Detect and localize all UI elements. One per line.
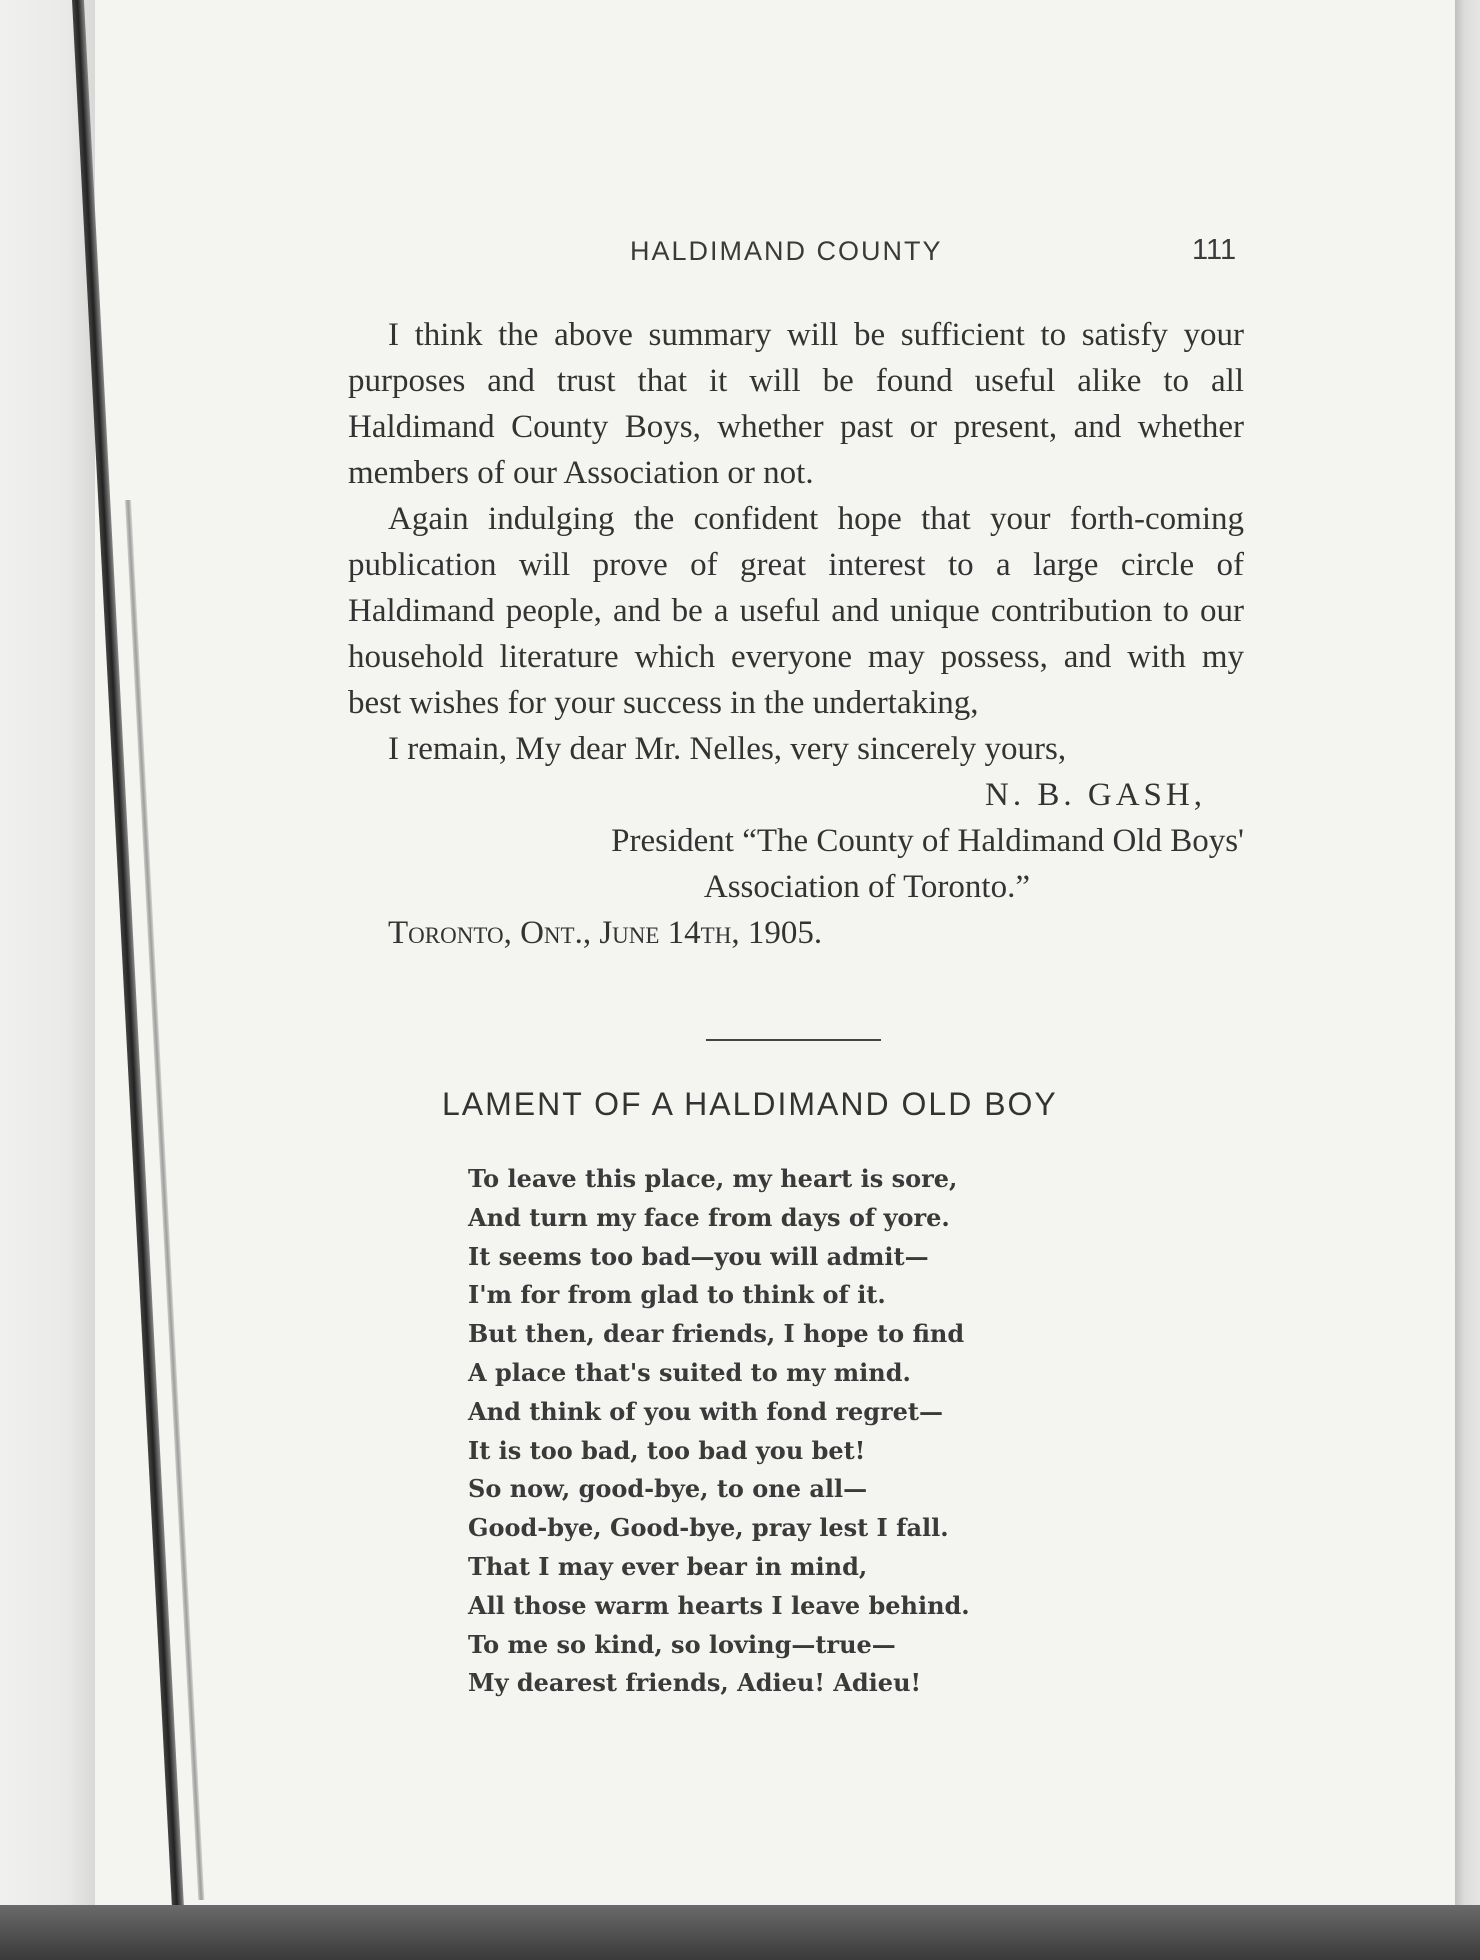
poem-line: And turn my face from days of yore. (468, 1202, 950, 1232)
poem-line: All those warm hearts I leave behind. (468, 1590, 970, 1620)
poem-line: To leave this place, my heart is sore, (468, 1164, 958, 1193)
scan-bottom-border (0, 1905, 1480, 1960)
signature-title: Association of Toronto.” (703, 869, 1030, 905)
signature-title: President “The County of Haldimand Old Boys' (611, 823, 1244, 859)
signature-name: N. B. GASH, (985, 777, 1206, 813)
poem-line: It is too bad, too bad you bet! (468, 1435, 866, 1465)
poem-line: A place that's suited to my mind. (468, 1357, 911, 1387)
poem-title: LAMENT OF A HALDIMAND OLD BOY (442, 1086, 1058, 1122)
poem-line: But then, dear friends, I hope to find (468, 1319, 965, 1349)
poem-line: And think of you with fond regret— (468, 1396, 944, 1426)
poem-line: My dearest friends, Adieu! Adieu! (468, 1668, 922, 1698)
poem-line: I'm for from glad to think of it. (468, 1280, 886, 1310)
poem-line: That I may ever bear in mind, (468, 1551, 868, 1581)
letter-closing: I remain, My dear Mr. Nelles, very sincerely yours, (388, 731, 1067, 767)
letter-body (348, 312, 1244, 956)
letter-paragraph: Again indulging the confident hope that your forth-coming publication will prove of great interest to a large circle of Haldimand people, and be a useful and unique contribution to our household literature which everyone may possess, and with my best wishes for your success in the undertaking, (348, 501, 1244, 721)
poem-line: To me so kind, so loving—true— (468, 1629, 896, 1659)
poem-line: It seems too bad—you will admit— (468, 1241, 929, 1271)
section-divider (706, 1039, 881, 1041)
poem-body (468, 1160, 970, 1703)
place-date: Toronto, Ont., June 14th, 1905. (388, 915, 823, 951)
right-page-edge (1455, 0, 1480, 1905)
page-number: 111 (1192, 234, 1237, 266)
letter-paragraph: I think the above summary will be sufficient to satisfy your purposes and trust that it will be found useful alike to all Haldimand County Boys, whether past or present, and whether members of our Association or not. (348, 317, 1244, 491)
running-head: HALDIMAND COUNTY (630, 236, 943, 266)
poem-line: So now, good-bye, to one all— (468, 1474, 868, 1504)
left-gutter (0, 0, 95, 1960)
poem-line: Good-bye, Good-bye, pray lest I fall. (468, 1513, 949, 1543)
